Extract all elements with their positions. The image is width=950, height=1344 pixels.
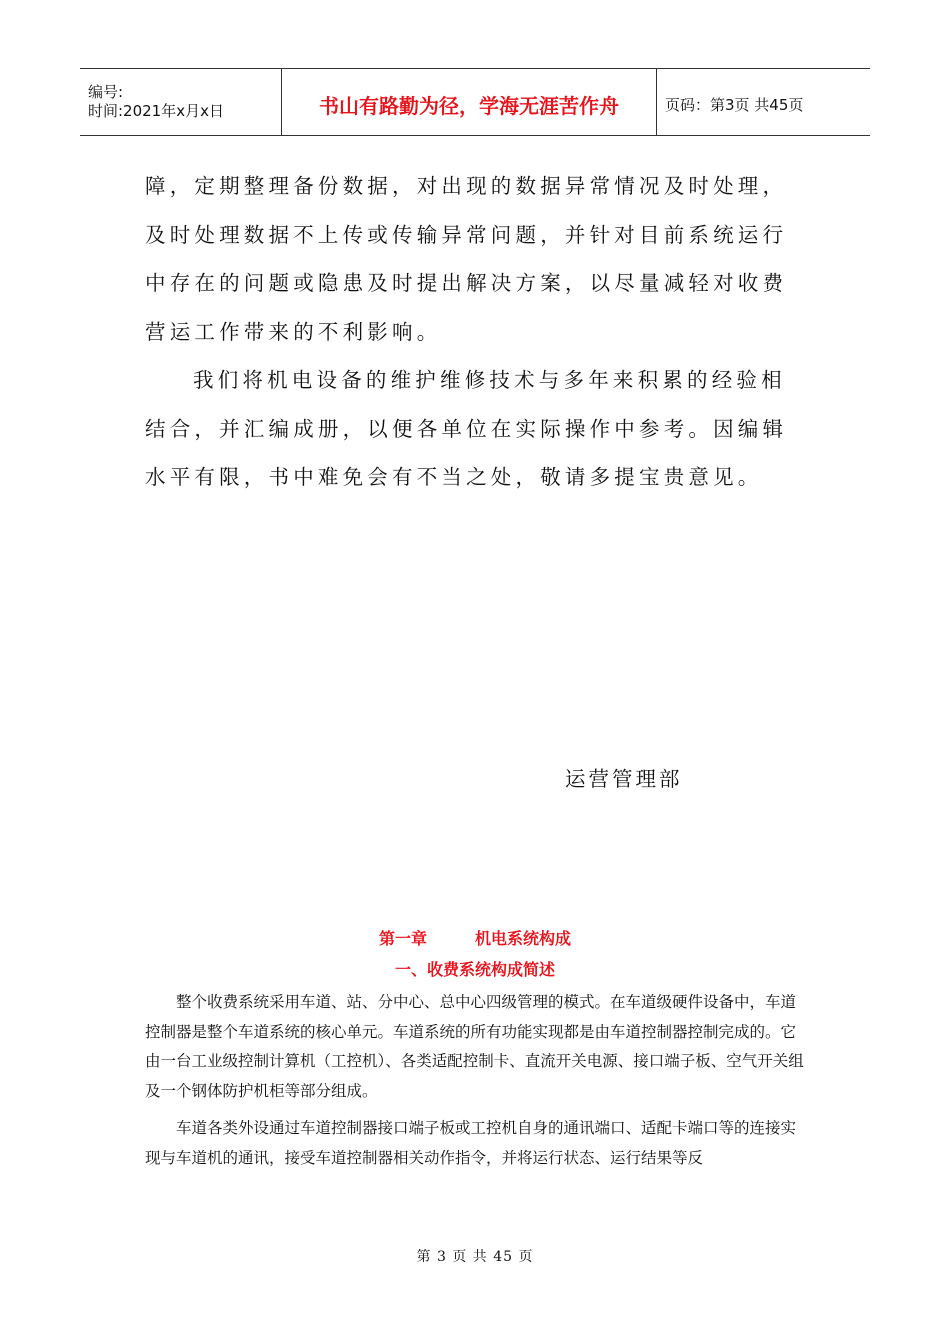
- chapter-heading: [0, 926, 950, 949]
- header-page-cell: [657, 69, 870, 135]
- header-motto-cell: [282, 69, 657, 135]
- page-footer: 第 3 页 共 45 页: [416, 1249, 534, 1265]
- header-page-info: 页码：第3页 共45页: [665, 95, 804, 114]
- section-heading: 一、收费系统构成简述: [394, 960, 555, 979]
- preface-body: [145, 162, 810, 502]
- header-meta-cell: [80, 69, 282, 135]
- body-paragraph-1: 整个收费系统采用车道、站、分中心、总中心四级管理的模式。在车道级硬件设备中，车道控制器是整个车道系统的核心单元。车道系统的所有功能实现都是由车道控制器控制完成的。它由一台工业级控制计算机（工控机）、各类适配控制卡、直流开关电源、接口端子板、空气开关组及一个钢体防护机柜等部分组成。: [145, 993, 804, 1100]
- document-number-label: 编号:: [88, 83, 124, 101]
- page-header: [80, 68, 870, 136]
- header-motto: 书山有路勤为径，学海无涯苦作舟: [319, 93, 619, 118]
- body-paragraph-2: 车道各类外设通过车道控制器接口端子板或工控机自身的通讯端口、适配卡端口等的连接实现与车道机的通讯，接受车道控制器相关动作指令，并将运行状态、运行结果等反: [145, 1119, 797, 1167]
- chapter-body: [145, 988, 810, 1181]
- chapter-title: 机电系统构成: [475, 929, 572, 948]
- preface-signature: 运营管理部: [565, 767, 683, 791]
- preface-paragraph-1: 障，定期整理备份数据，对出现的数据异常情况及时处理，及时处理数据不上传或传输异常问题，并针对目前系统运行中存在的问题或隐患及时提出解决方案，以尽量减轻对收费营运工作带来的不利影响。: [145, 174, 788, 344]
- document-date-label: 时间:2021年x月x日: [88, 102, 224, 120]
- preface-paragraph-2: 我们将机电设备的维护维修技术与多年来积累的经验相结合，并汇编成册，以便各单位在实际操作中参考。因编辑水平有限，书中难免会有不当之处，敬请多提宝贵意见。: [145, 368, 788, 489]
- chapter-number: 第一章: [378, 929, 427, 948]
